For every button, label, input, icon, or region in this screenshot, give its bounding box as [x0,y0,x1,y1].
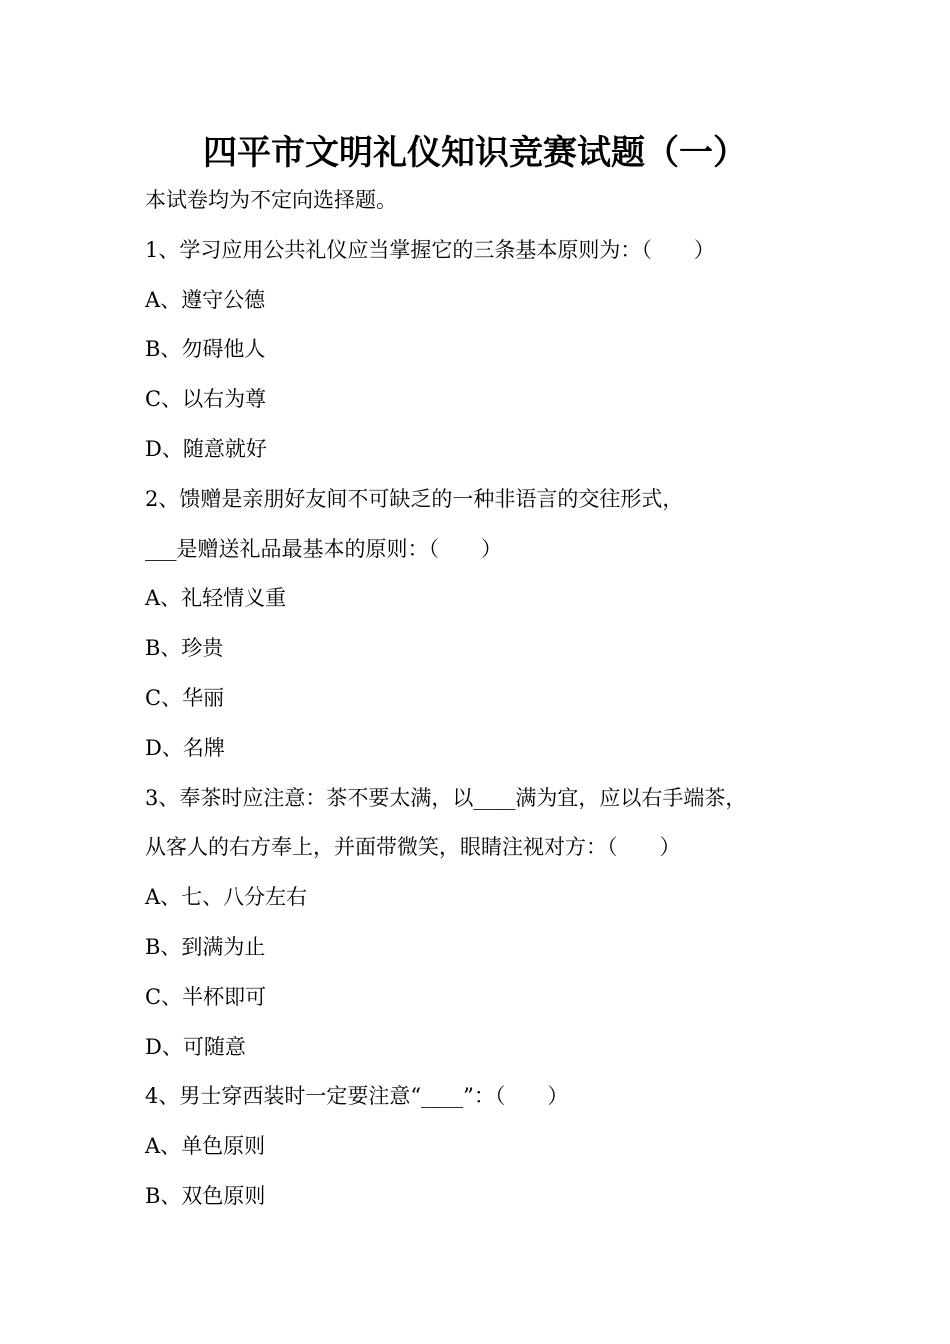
document-title: 四平市文明礼仪知识竞赛试题（一） [203,133,747,173]
question-2-option-a: A、礼轻情义重 [145,586,287,611]
question-2-option-d: D、名牌 [145,735,225,760]
question-3-option-c: C、半杯即可 [145,984,267,1009]
question-3-text: 3、奉茶时应注意：茶不要太满，以____满为宜，应以右手端茶， [145,785,747,810]
question-list [145,176,845,1222]
question-4-option-b: B、双色原则 [145,1183,266,1208]
question-2-text-continued: ___是赠送礼品最基本的原则：（ ） [145,536,502,561]
question-1-text: 1、学习应用公共礼仪应当掌握它的三条基本原则为：（ ） [145,237,715,262]
question-3-option-d: D、可随意 [145,1034,246,1059]
question-2-option-b: B、珍贵 [145,636,224,661]
question-1-option-d: D、随意就好 [145,436,267,461]
question-4-option-a: A、单色原则 [145,1134,266,1159]
question-4-text: 4、男士穿西装时一定要注意“____”：（ ） [145,1084,569,1109]
question-3-option-b: B、到满为止 [145,934,266,959]
question-3-option-a: A、七、八分左右 [145,885,308,910]
question-1-option-a: A、遵守公德 [145,287,266,312]
question-2-text: 2、馈赠是亲朋好友间不可缺乏的一种非语言的交往形式， [145,486,684,511]
question-1-option-b: B、勿碍他人 [145,337,266,362]
question-3-text-continued: 从客人的右方奉上，并面带微笑，眼睛注视对方：（ ） [145,835,681,860]
question-1-option-c: C、以右为尊 [145,387,267,412]
question-2-option-c: C、华丽 [145,685,225,710]
instruction-text: 本试卷均为不定向选择题。 [145,188,397,212]
